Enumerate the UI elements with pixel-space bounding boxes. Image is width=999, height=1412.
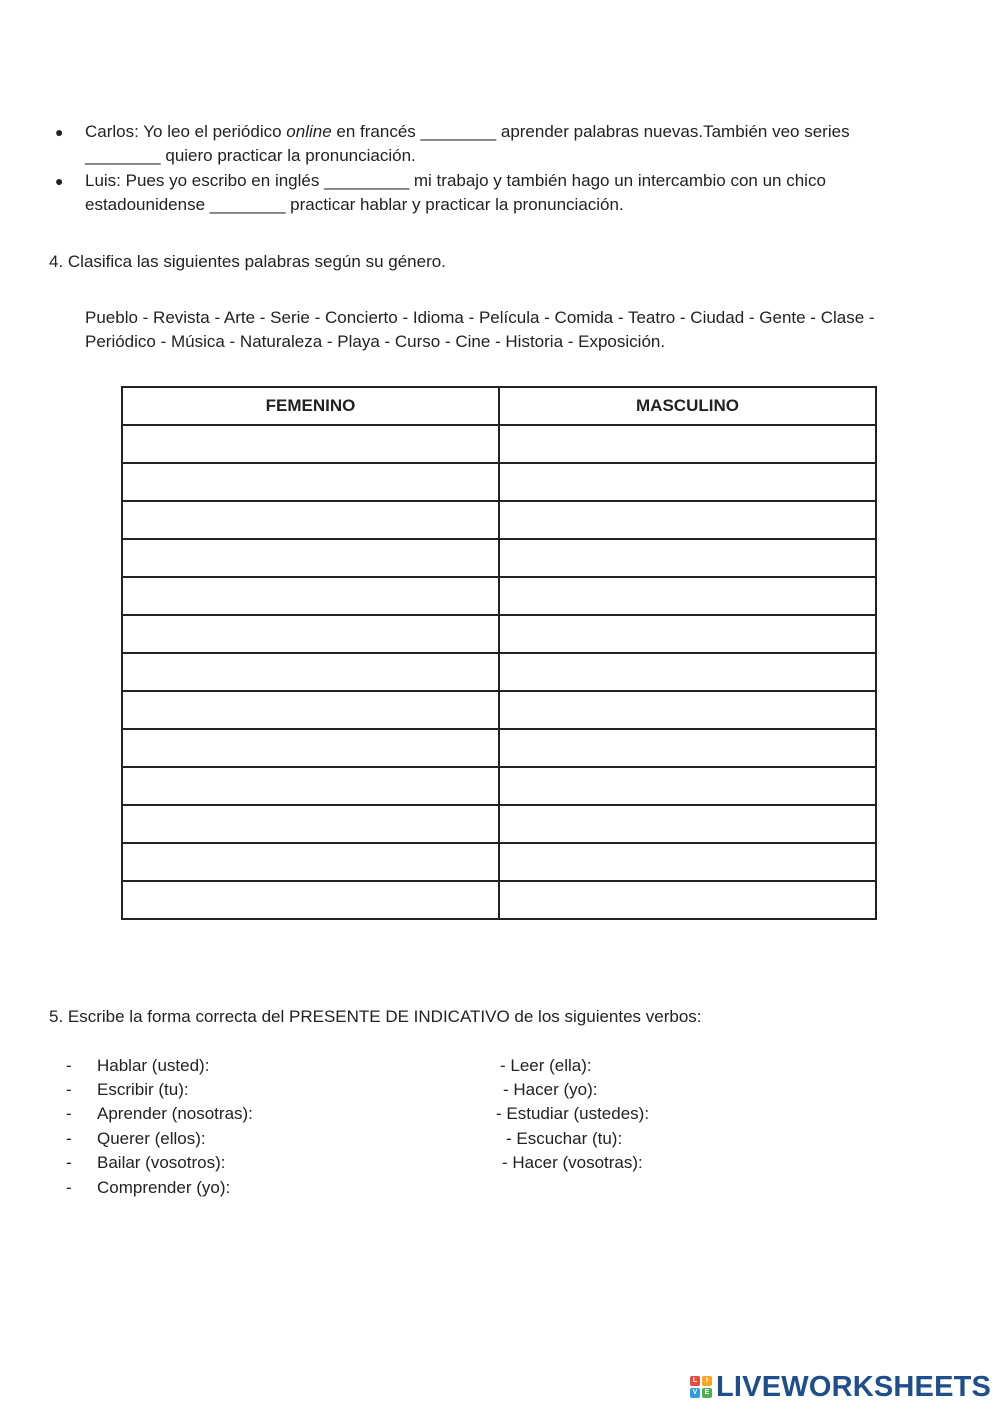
list-dash: -: [66, 1178, 72, 1197]
table-row: [122, 425, 876, 463]
list-dash: -: [66, 1056, 72, 1075]
list-dash: -: [66, 1129, 72, 1148]
table-header-row: [122, 387, 876, 425]
table-row: [122, 805, 876, 843]
femenino-cell[interactable]: [122, 729, 499, 767]
table-row: [122, 539, 876, 577]
table-row: [122, 501, 876, 539]
verb-item: - Estudiar (ustedes):: [496, 1104, 650, 1123]
femenino-cell[interactable]: [122, 615, 499, 653]
table-row: [122, 691, 876, 729]
femenino-cell[interactable]: [122, 881, 499, 919]
femenino-cell[interactable]: [122, 805, 499, 843]
femenino-cell[interactable]: [122, 691, 499, 729]
section5-instruction: 5. Escribe la forma correcta del PRESENTE DE INDICATIVO de los siguientes verbos:: [49, 1007, 702, 1026]
bullet-luis-line1: Luis: Pues yo escribo en inglés _________ mi trabajo y también hago un intercambio con un chico: [85, 171, 826, 190]
masculino-cell[interactable]: [499, 691, 876, 729]
header-femenino: FEMENINO: [122, 387, 499, 425]
masculino-cell[interactable]: [499, 615, 876, 653]
masculino-cell[interactable]: [499, 805, 876, 843]
list-dash: -: [66, 1080, 72, 1099]
logo-mark-letter: I: [702, 1376, 712, 1386]
carlos-text-italic: online: [286, 122, 332, 141]
verb-item: Bailar (vosotros):: [97, 1153, 226, 1172]
section4-instruction: 4. Clasifica las siguientes palabras según su género.: [49, 252, 446, 271]
masculino-cell[interactable]: [499, 653, 876, 691]
bullet-carlos-line1: [85, 121, 850, 143]
header-masculino: MASCULINO: [499, 387, 876, 425]
femenino-cell[interactable]: [122, 767, 499, 805]
masculino-cell[interactable]: [499, 881, 876, 919]
masculino-cell[interactable]: [499, 577, 876, 615]
logo-mark-letter: E: [702, 1388, 712, 1398]
bullet-icon: ●: [55, 173, 64, 189]
table-row: [122, 463, 876, 501]
table-row: [122, 577, 876, 615]
femenino-cell[interactable]: [122, 539, 499, 577]
bullet-luis-line2: estadounidense ________ practicar hablar y practicar la pronunciación.: [85, 195, 624, 214]
liveworksheets-logo: [690, 1372, 991, 1402]
verb-item: Escribir (tu):: [97, 1080, 189, 1099]
femenino-cell[interactable]: [122, 501, 499, 539]
bullet-icon: ●: [55, 124, 64, 140]
logo-mark-letter: V: [690, 1388, 700, 1398]
verb-item: - Hacer (vosotras):: [502, 1153, 643, 1172]
logo-mark-icon: [690, 1376, 712, 1398]
masculino-cell[interactable]: [499, 843, 876, 881]
logo-mark-letter: L: [690, 1376, 700, 1386]
word-list-line2: Periódico - Música - Naturaleza - Playa - Curso - Cine - Historia - Exposición.: [85, 332, 666, 351]
list-dash: -: [66, 1104, 72, 1123]
masculino-cell[interactable]: [499, 767, 876, 805]
table-row: [122, 767, 876, 805]
verb-item: Comprender (yo):: [97, 1178, 231, 1197]
masculino-cell[interactable]: [499, 463, 876, 501]
verb-item: - Leer (ella):: [500, 1056, 592, 1075]
femenino-cell[interactable]: [122, 653, 499, 691]
verb-item: - Hacer (yo):: [503, 1080, 598, 1099]
masculino-cell[interactable]: [499, 425, 876, 463]
verb-item: - Escuchar (tu):: [506, 1129, 623, 1148]
femenino-cell[interactable]: [122, 463, 499, 501]
femenino-cell[interactable]: [122, 577, 499, 615]
verb-item: Querer (ellos):: [97, 1129, 206, 1148]
femenino-cell[interactable]: [122, 843, 499, 881]
list-dash: -: [66, 1153, 72, 1172]
masculino-cell[interactable]: [499, 729, 876, 767]
table-row: [122, 653, 876, 691]
verb-item: Aprender (nosotras):: [97, 1104, 253, 1123]
femenino-cell[interactable]: [122, 425, 499, 463]
table-row: [122, 729, 876, 767]
carlos-text-post: en francés ________ aprender palabras nuevas.También veo series: [331, 122, 850, 141]
bullet-carlos-line2: ________ quiero practicar la pronunciación.: [85, 146, 416, 165]
table-row: [122, 615, 876, 653]
word-list-line1: Pueblo - Revista - Arte - Serie - Concierto - Idioma - Película - Comida - Teatro - Ciudad - Gente - Clase -: [85, 308, 875, 327]
logo-text: LIVEWORKSHEETS: [716, 1371, 992, 1403]
masculino-cell[interactable]: [499, 501, 876, 539]
masculino-cell[interactable]: [499, 539, 876, 577]
table-body: [122, 425, 876, 919]
table-row: [122, 843, 876, 881]
classification-table: [121, 386, 877, 920]
verb-item: Hablar (usted):: [97, 1056, 210, 1075]
table-row: [122, 881, 876, 919]
carlos-text-pre: Carlos: Yo leo el periódico: [85, 122, 287, 141]
